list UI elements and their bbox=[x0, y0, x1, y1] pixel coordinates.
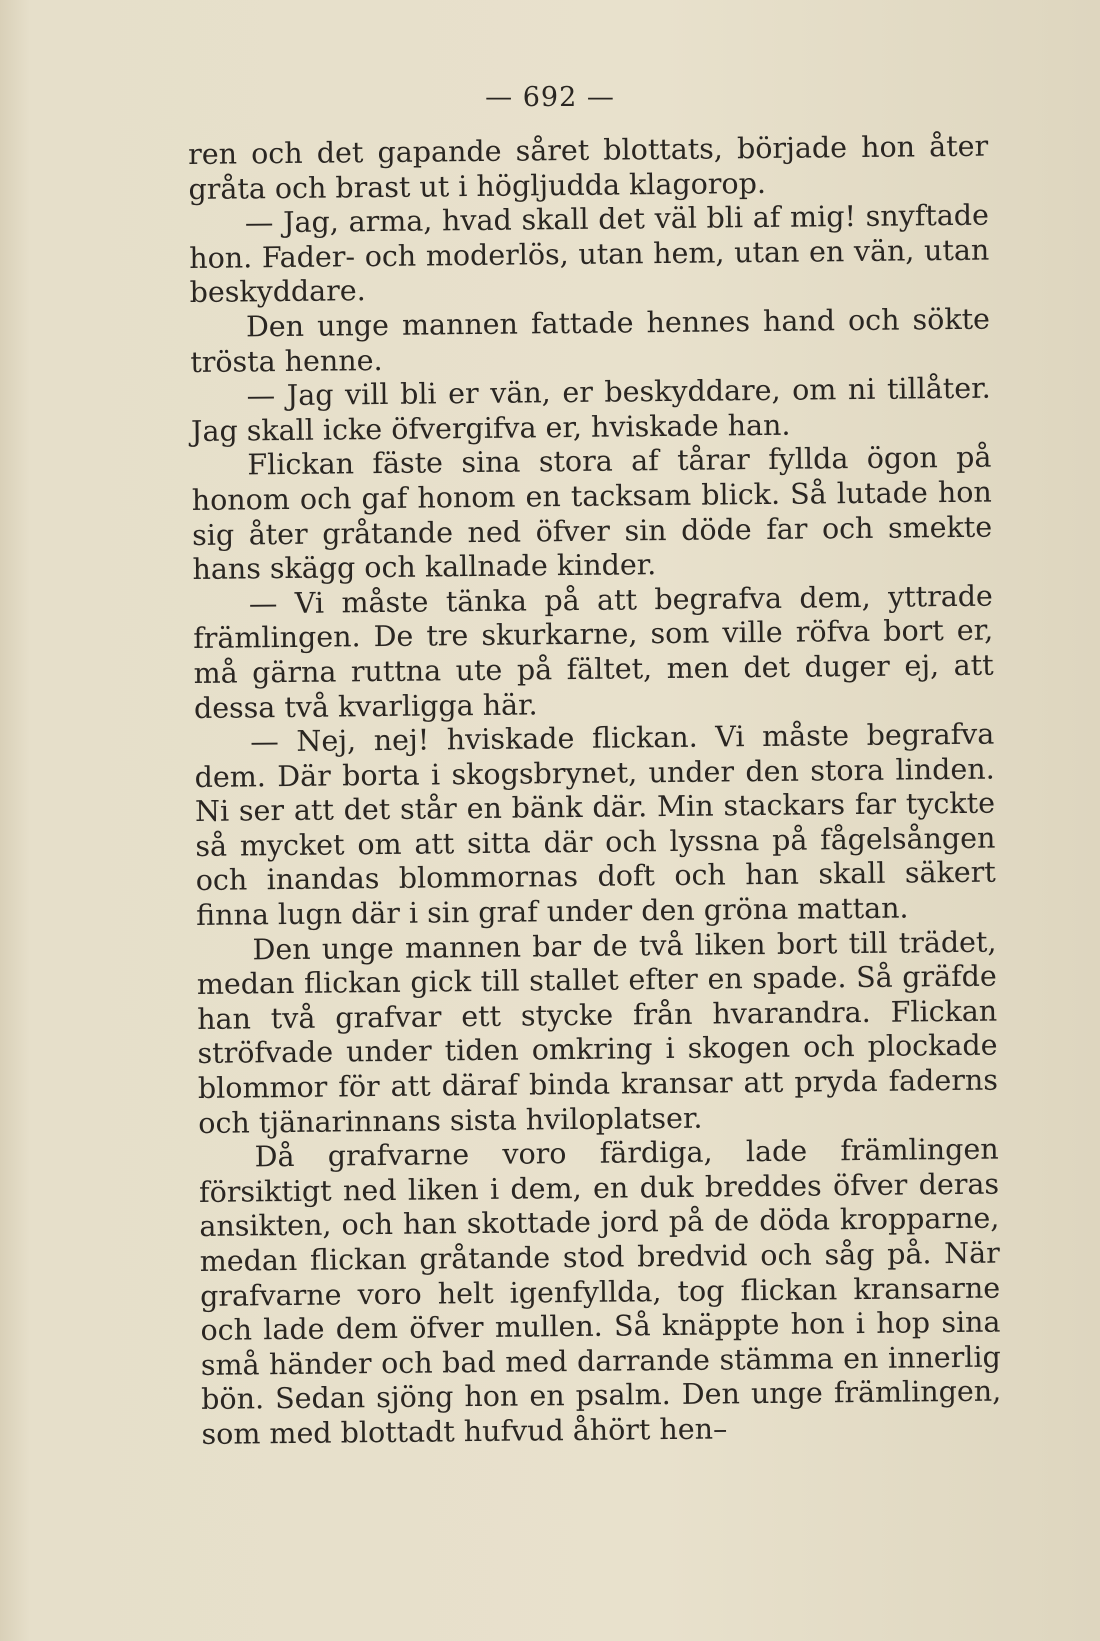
page-number: — 692 — bbox=[485, 82, 615, 113]
paragraph-7: — Nej, nej! hviskade flickan. Vi måste begrafva dem. Där borta i skogsbrynet, under den stora linden. Ni ser att det står en bänk där. Min stackars far tyckte så mycket om att sitta där och lyssna på fågelsången och inandas blommornas doft och han skall säkert finna lugn där i sin graf under den gröna mattan. bbox=[194, 717, 996, 933]
paragraph-5: Flickan fäste sina stora af tårar fyllda ögon på honom och gaf honom en tacksam blick. Så lutade hon sig åter gråtande ned öfver sin döde far och smekte hans skägg och kallnade kinder. bbox=[191, 440, 993, 587]
body-text bbox=[188, 130, 1002, 1453]
paragraph-9: Då grafvarne voro färdiga, lade främlingen försiktigt ned liken i dem, en duk breddes öfver deras ansikten, och han skottade jord på de döda kropparne, medan flickan gråtande stod bredvid och såg på. När grafvarne voro helt igenfyllda, tog flickan kransarne och lade dem öfver mullen. Så knäppte hon i hop sina små händer och bad med darrande stämma en innerlig bön. Sedan sjöng hon en psalm. Den unge främlingen, som med blottadt hufvud åhört hen– bbox=[198, 1132, 1002, 1451]
paragraph-8: Den unge mannen bar de två liken bort till trädet, medan flickan gick till stallet efter en spade. Så gräfde han två grafvar ett stycke från hvarandra. Flickan ströfvade under tiden omkring i skogen och plockade blommor för att däraf binda kransar att pryda faderns och tjänarinnans sista hviloplatser. bbox=[196, 925, 999, 1140]
paragraph-4: — Jag vill bli er vän, er beskyddare, om ni tillåter. Jag skall icke öfvergifva er, hviskade han. bbox=[190, 371, 991, 448]
paragraph-6: — Vi måste tänka på att begrafva dem, yttrade främlingen. De tre skurkarne, som ville röfva bort er, må gärna ruttna ute på fältet, men det duger ej, att dessa två kvarligga här. bbox=[193, 579, 994, 725]
paragraph-1: ren och det gapande såret blottats, började hon åter gråta och brast ut i högljudda klagorop. bbox=[188, 129, 989, 206]
paragraph-3: Den unge mannen fattade hennes hand och sökte trösta henne. bbox=[190, 302, 991, 379]
paragraph-2: — Jag, arma, hvad skall det väl bli af mig! snyftade hon. Fader- och moderlös, utan hem, utan en vän, utan beskyddare. bbox=[189, 198, 990, 310]
